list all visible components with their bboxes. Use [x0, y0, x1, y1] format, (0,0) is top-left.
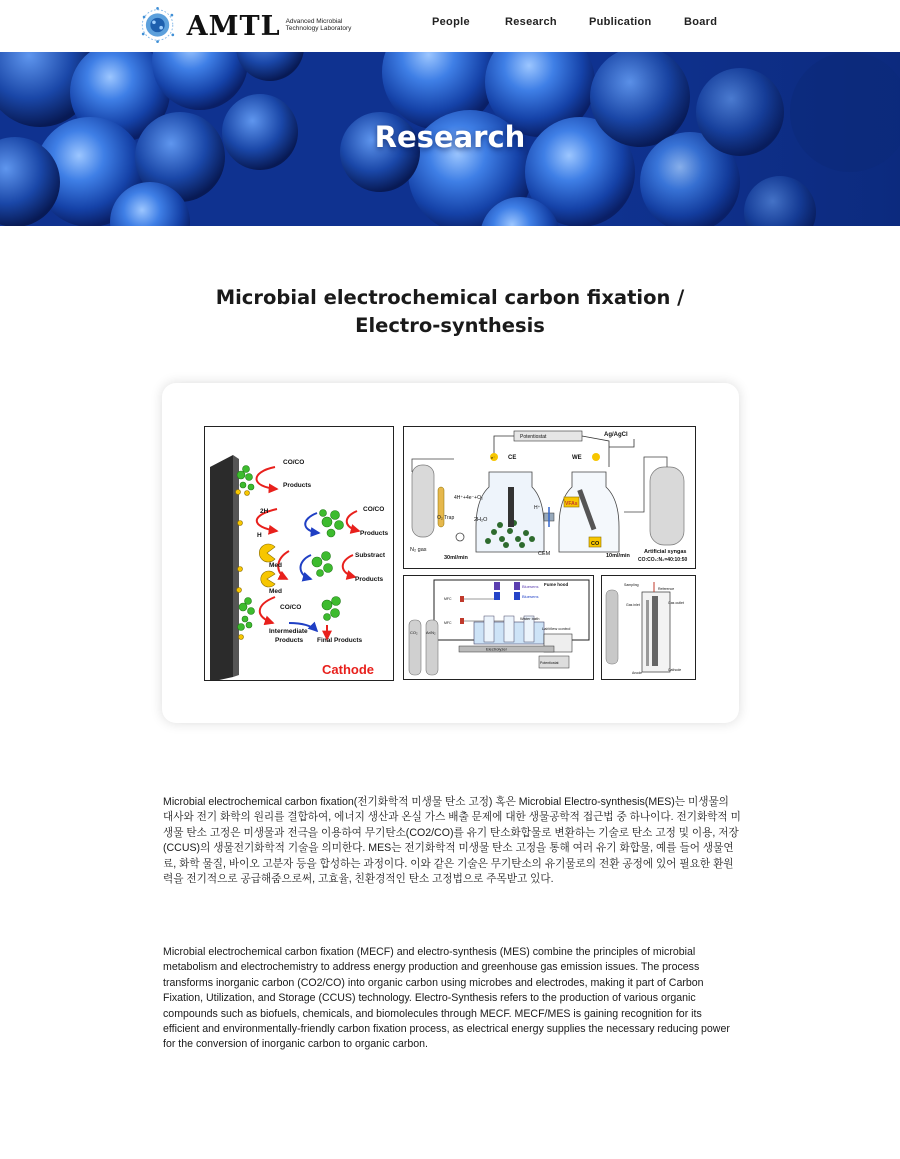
- main-nav: [0, 16, 900, 36]
- nav-research[interactable]: Research: [505, 16, 557, 28]
- column-reactor-panel: [601, 575, 696, 680]
- label-potentiostat: Potentiostat: [520, 434, 547, 440]
- nav-people[interactable]: People: [432, 16, 470, 28]
- research-figure-card: [162, 383, 739, 723]
- label-products-right: Products: [360, 530, 389, 537]
- label-eq: 4H⁺+4e⁻+O₂: [454, 495, 483, 501]
- cathode-schematic-panel: [204, 426, 394, 681]
- label-med-ox: Med: [269, 562, 282, 569]
- hero-banner: [0, 52, 900, 226]
- label-cathode-column: Cathode: [668, 668, 682, 672]
- experimental-setup-diagram: [404, 576, 594, 680]
- site-header: [0, 0, 900, 52]
- label-co-reactor: CO: [591, 541, 600, 547]
- label-co2-gas: CO₂: [410, 630, 418, 635]
- h-cell-reactor-panel: [403, 426, 696, 569]
- h-cell-reactor-diagram: [404, 427, 696, 569]
- label-sampling: Sampling: [624, 583, 639, 587]
- label-trap: O₂ Trap: [437, 515, 455, 521]
- label-flow-right: 10ml/min: [606, 553, 630, 559]
- nav-board[interactable]: Board: [684, 16, 718, 28]
- label-artificial: Artificial syngas: [644, 549, 687, 555]
- logo-subtitle: Advanced Microbial Technology Laboratory: [285, 18, 352, 32]
- label-electrolyzer: Electrolyzer: [486, 646, 507, 652]
- title-line-1: Microbial electrochemical carbon fixation /: [215, 286, 685, 309]
- experimental-setup-panel: [403, 575, 594, 680]
- label-fume: Fume hood: [544, 582, 569, 587]
- label-med-red: Med: [269, 588, 282, 595]
- label-e-1: e⁻: [491, 455, 496, 460]
- label-substract: Substract: [355, 552, 385, 559]
- label-h-1: H⁺: [534, 505, 541, 511]
- nav-publication[interactable]: Publication: [589, 16, 652, 28]
- label-final-products: Final Products: [317, 637, 363, 644]
- cathode-schematic: [205, 427, 394, 681]
- label-reference: Reference: [658, 587, 675, 591]
- label-co-right: CO/CO: [363, 506, 385, 513]
- logo-wordmark: AMTL: [186, 10, 281, 42]
- label-agagcl: Ag/AgCl: [604, 432, 628, 438]
- label-water-bath: Water bath: [520, 616, 540, 621]
- label-we: WE: [572, 455, 582, 461]
- label-2h2o-reactor: 2H₂O: [474, 517, 488, 523]
- label-cathode: Cathode: [322, 662, 374, 677]
- label-flow-left: 30ml/min: [444, 555, 468, 561]
- label-products-top: Products: [283, 482, 312, 489]
- label-n2gas: N₂ gas: [410, 547, 427, 553]
- label-gas-inlet: Gas inlet: [626, 603, 640, 607]
- description-korean: Microbial electrochemical carbon fixation(전기화학적 미생물 탄소 고정) 혹은 Microbial Electro-synthesis(MES)는 미생물의 대사와 전기 화학의 원리를 결합하여, 에너지 생산과 온실 가스 배출 문제에 대한 생물공학적 접근법 중 하나이다. 전기화학적 미생물 탄소 고정은 미생물과 전극을 이용하여 무기탄소(CO2/CO)를 유기 탄소화합물로 변환하는 기술로 탄소 고정 및 이용, 저장(CCUS)의 생물전기화학적 기술을 의미한다. MES는 전기화학적 미생물 탄소 고정을 통해 여러 유기 화합물, 예를 들어 생물연료, 화학 물질, 바이오 고분자 등을 합성하는 과정이다. 이와 같은 기술은 무기탄소의 유기물로의 전환 공정에 있어 필요한 환원력을 전기적으로 공급해줌으로써, 고효율, 친환경적인 탄소 고정법으로 주목받고 있다.: [163, 796, 741, 886]
- label-co-bottom: CO/CO: [280, 604, 302, 611]
- label-bluesens-2: Bluesens: [522, 594, 539, 599]
- title-line-2: Electro-synthesis: [355, 314, 545, 337]
- label-2h2o: 2H: [260, 508, 269, 515]
- description-english: Microbial electrochemical carbon fixation (MECF) and electro-synthesis (MES) combine the principles of microbial metabolism and electrochemistry to address energy production and greenhouse gas emission issues. The process transforms inorganic carbon (CO2/CO) into organic carbon using microbes and electrodes, making it part of Carbon Fixation, Utilization, and Storage (CCUS) technology. Electro-Synthesis refers to the production of various organic compounds such as biofuels, chemicals, and biomolecules through MECF. MECF/MES is gaining recognition for its efficient and environmentally-friendly carbon fixation process, as electrical energy supplies the necessary reducing power for the conversion of inorganic carbon to organic carbon.: [163, 946, 730, 1051]
- column-reactor-diagram: [602, 576, 696, 680]
- label-vfas: VFAs: [565, 501, 578, 507]
- label-mfc-1: MFC: [444, 597, 452, 601]
- label-mfc-2: MFC: [444, 621, 452, 625]
- label-intermediate: Intermediate: [269, 628, 308, 635]
- label-potentiostat-setup: Potentiostat: [540, 661, 559, 665]
- label-co-top: CO/CO: [283, 459, 305, 466]
- label-gas-outlet: Gas outlet: [668, 601, 684, 605]
- label-anode: Anode: [632, 671, 643, 675]
- label-products-mid: Products: [355, 576, 384, 583]
- label-bluesens-1: Bluesens: [522, 584, 539, 589]
- hero-title: Research: [374, 120, 526, 154]
- label-ar-gas: Ar/N₂: [426, 630, 436, 635]
- label-labview: LabView control: [542, 626, 571, 631]
- label-intermediate-products: Products: [275, 637, 304, 644]
- research-topic-title: [0, 284, 900, 340]
- label-h2-2oh: H: [257, 532, 262, 539]
- label-ratio: CO:CO₂:N₂=40:10:50: [638, 557, 688, 563]
- label-cem: CEM: [538, 551, 551, 557]
- label-ce: CE: [508, 455, 517, 461]
